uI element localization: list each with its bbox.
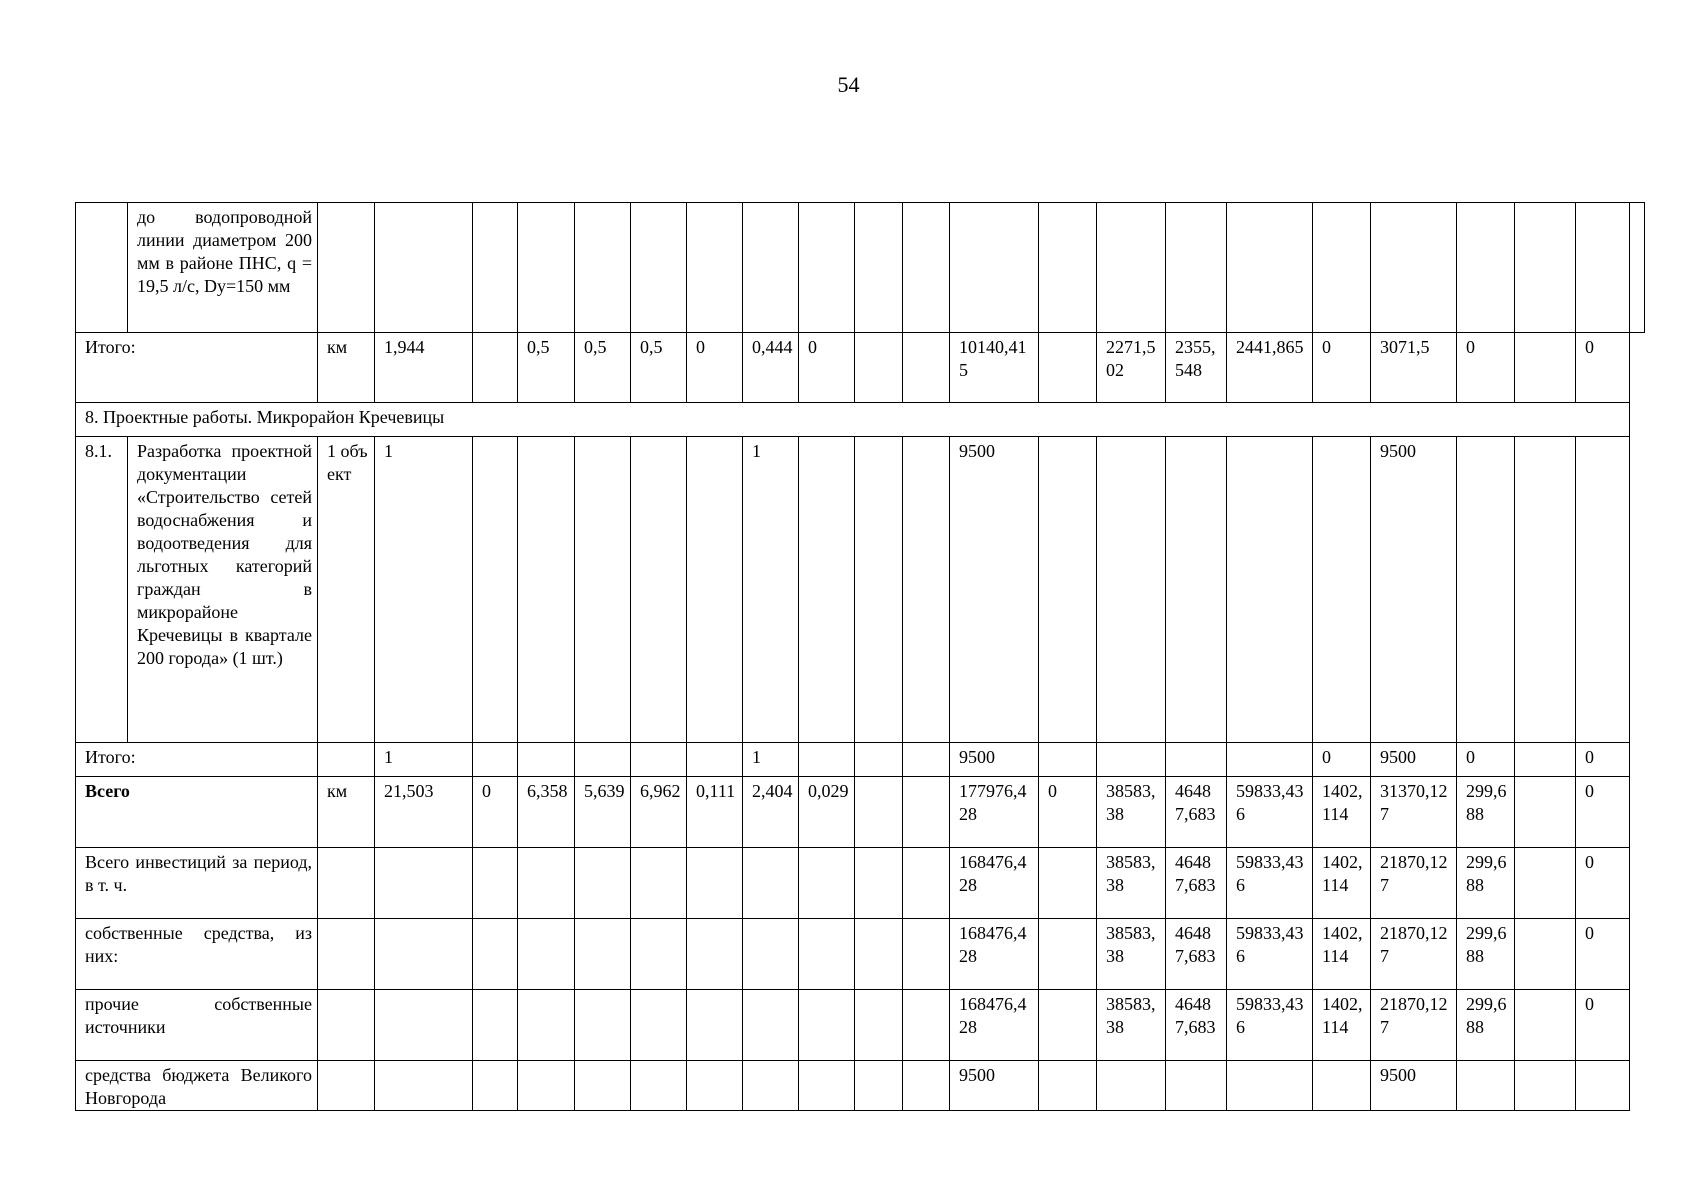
row-name-cell: Итого: bbox=[76, 333, 318, 403]
value-cell: 21870,127 bbox=[1371, 919, 1457, 990]
row-name-cell: до водопроводной линии диаметром 200 мм в районе ПНС, q = 19,5 л/с, Dy=150 мм bbox=[128, 203, 318, 333]
value-cell bbox=[687, 203, 743, 333]
value-cell: 9500 bbox=[1371, 1061, 1457, 1111]
value-cell: 38583,38 bbox=[1097, 990, 1166, 1061]
value-cell bbox=[1515, 333, 1576, 403]
value-cell: 0 bbox=[1313, 333, 1371, 403]
value-cell bbox=[473, 333, 518, 403]
value-cell bbox=[1166, 437, 1227, 743]
value-cell bbox=[518, 919, 575, 990]
table-row bbox=[76, 848, 1645, 919]
value-cell: 1402,114 bbox=[1313, 777, 1371, 848]
value-cell bbox=[1039, 990, 1097, 1061]
value-cell bbox=[799, 203, 855, 333]
value-cell: 0,111 bbox=[687, 777, 743, 848]
value-cell: 38583,38 bbox=[1097, 848, 1166, 919]
table-row bbox=[76, 437, 1645, 743]
value-cell bbox=[1313, 1061, 1371, 1111]
value-cell: 0,444 bbox=[743, 333, 799, 403]
value-cell: 10140,415 bbox=[950, 333, 1039, 403]
value-cell bbox=[1166, 203, 1227, 333]
value-cell: 2271,502 bbox=[1097, 333, 1166, 403]
table-row bbox=[76, 333, 1645, 403]
value-cell: 1402,114 bbox=[1313, 990, 1371, 1061]
value-cell bbox=[375, 1061, 473, 1111]
value-cell bbox=[855, 333, 903, 403]
value-cell bbox=[903, 919, 950, 990]
value-cell: 1 bbox=[743, 743, 799, 777]
value-cell bbox=[518, 437, 575, 743]
value-cell: 46487,683 bbox=[1166, 848, 1227, 919]
value-cell: 299,688 bbox=[1457, 848, 1515, 919]
value-cell: 0 bbox=[1576, 777, 1630, 848]
unit-cell bbox=[318, 919, 375, 990]
value-cell: 0 bbox=[1576, 990, 1630, 1061]
value-cell: 0 bbox=[687, 333, 743, 403]
value-cell bbox=[903, 743, 950, 777]
value-cell: 0 bbox=[473, 777, 518, 848]
value-cell bbox=[1515, 203, 1576, 333]
value-cell: 0,5 bbox=[575, 333, 631, 403]
value-cell: 46487,683 bbox=[1166, 919, 1227, 990]
value-cell bbox=[1515, 848, 1576, 919]
value-cell bbox=[1097, 743, 1166, 777]
value-cell bbox=[903, 437, 950, 743]
value-cell bbox=[1039, 919, 1097, 990]
value-cell bbox=[1166, 743, 1227, 777]
value-cell bbox=[473, 203, 518, 333]
value-cell bbox=[903, 1061, 950, 1111]
value-cell bbox=[575, 919, 631, 990]
table-row bbox=[76, 403, 1645, 437]
value-cell: 0 bbox=[1576, 333, 1630, 403]
table-body bbox=[76, 203, 1645, 1111]
value-cell: 21870,127 bbox=[1371, 848, 1457, 919]
value-cell bbox=[1039, 848, 1097, 919]
value-cell: 0 bbox=[1576, 919, 1630, 990]
table-row bbox=[76, 990, 1645, 1061]
value-cell: 0 bbox=[1313, 743, 1371, 777]
value-cell: 38583,38 bbox=[1097, 777, 1166, 848]
value-cell: 2,404 bbox=[743, 777, 799, 848]
value-cell bbox=[903, 777, 950, 848]
table-row bbox=[76, 1061, 1645, 1111]
value-cell bbox=[903, 848, 950, 919]
value-cell bbox=[855, 1061, 903, 1111]
value-cell: 5,639 bbox=[575, 777, 631, 848]
value-cell bbox=[518, 848, 575, 919]
value-cell bbox=[473, 990, 518, 1061]
value-cell bbox=[1515, 743, 1576, 777]
value-cell: 0 bbox=[799, 333, 855, 403]
value-cell bbox=[687, 743, 743, 777]
page-number: 54 bbox=[837, 72, 860, 97]
value-cell: 9500 bbox=[950, 1061, 1039, 1111]
value-cell: 177976,428 bbox=[950, 777, 1039, 848]
unit-cell bbox=[318, 1061, 375, 1111]
value-cell bbox=[1313, 203, 1371, 333]
table-row bbox=[76, 919, 1645, 990]
value-cell: 2355,548 bbox=[1166, 333, 1227, 403]
value-cell bbox=[799, 848, 855, 919]
value-cell bbox=[473, 1061, 518, 1111]
value-cell: 0 bbox=[1576, 848, 1630, 919]
value-cell bbox=[631, 203, 687, 333]
value-cell bbox=[903, 203, 950, 333]
value-cell bbox=[1039, 743, 1097, 777]
value-cell bbox=[799, 1061, 855, 1111]
value-cell bbox=[1227, 1061, 1313, 1111]
value-cell: 0 bbox=[1457, 333, 1515, 403]
value-cell bbox=[575, 743, 631, 777]
unit-cell bbox=[318, 990, 375, 1061]
value-cell bbox=[687, 990, 743, 1061]
value-cell bbox=[1039, 203, 1097, 333]
value-cell: 299,688 bbox=[1457, 990, 1515, 1061]
value-cell bbox=[687, 848, 743, 919]
unit-cell bbox=[318, 203, 375, 333]
value-cell bbox=[1515, 919, 1576, 990]
value-cell bbox=[1097, 1061, 1166, 1111]
unit-cell: 1 объект bbox=[318, 437, 375, 743]
value-cell bbox=[1039, 1061, 1097, 1111]
value-cell bbox=[743, 990, 799, 1061]
value-cell bbox=[799, 437, 855, 743]
value-cell: 168476,428 bbox=[950, 919, 1039, 990]
value-cell bbox=[855, 848, 903, 919]
unit-cell bbox=[318, 743, 375, 777]
value-cell: 9500 bbox=[1371, 743, 1457, 777]
value-cell: 21870,127 bbox=[1371, 990, 1457, 1061]
value-cell: 0,029 bbox=[799, 777, 855, 848]
value-cell bbox=[743, 919, 799, 990]
value-cell: 1402,114 bbox=[1313, 919, 1371, 990]
value-cell bbox=[1371, 203, 1457, 333]
value-cell bbox=[473, 743, 518, 777]
value-cell: 168476,428 bbox=[950, 848, 1039, 919]
value-cell: 59833,436 bbox=[1227, 848, 1313, 919]
value-cell bbox=[375, 990, 473, 1061]
value-cell bbox=[1227, 743, 1313, 777]
value-cell: 46487,683 bbox=[1166, 777, 1227, 848]
row-name-cell: средства бюджета Великого Новгорода bbox=[76, 1061, 318, 1111]
value-cell bbox=[631, 1061, 687, 1111]
value-cell bbox=[1227, 437, 1313, 743]
value-cell bbox=[1515, 990, 1576, 1061]
value-cell: 1 bbox=[375, 743, 473, 777]
value-cell bbox=[799, 743, 855, 777]
value-cell bbox=[1515, 777, 1576, 848]
value-cell bbox=[687, 1061, 743, 1111]
value-cell: 299,688 bbox=[1457, 777, 1515, 848]
value-cell bbox=[855, 203, 903, 333]
row-number-cell bbox=[76, 203, 128, 333]
value-cell bbox=[375, 203, 473, 333]
value-cell bbox=[1457, 1061, 1515, 1111]
value-cell: 3071,5 bbox=[1371, 333, 1457, 403]
value-cell bbox=[1313, 437, 1371, 743]
value-cell bbox=[855, 990, 903, 1061]
value-cell bbox=[1515, 1061, 1576, 1111]
unit-cell: км bbox=[318, 777, 375, 848]
table-row bbox=[76, 203, 1645, 333]
value-cell bbox=[1166, 1061, 1227, 1111]
value-cell bbox=[631, 919, 687, 990]
value-cell bbox=[743, 203, 799, 333]
row-number-cell: 8.1. bbox=[76, 437, 128, 743]
row-name-cell: Всего инвестиций за период, в т. ч. bbox=[76, 848, 318, 919]
value-cell bbox=[1039, 437, 1097, 743]
value-cell bbox=[473, 437, 518, 743]
value-cell: 21,503 bbox=[375, 777, 473, 848]
row-name-cell: Итого: bbox=[76, 743, 318, 777]
value-cell: 1 bbox=[743, 437, 799, 743]
value-cell: 1 bbox=[375, 437, 473, 743]
value-cell bbox=[1457, 437, 1515, 743]
value-cell: 1,944 bbox=[375, 333, 473, 403]
value-cell bbox=[518, 1061, 575, 1111]
value-cell: 299,688 bbox=[1457, 919, 1515, 990]
value-cell: 0,5 bbox=[518, 333, 575, 403]
section-heading: 8. Проектные работы. Микрорайон Кречевицы bbox=[76, 403, 1630, 437]
value-cell: 9500 bbox=[1371, 437, 1457, 743]
value-cell: 6,962 bbox=[631, 777, 687, 848]
value-cell: 38583,38 bbox=[1097, 919, 1166, 990]
value-cell bbox=[1097, 203, 1166, 333]
value-cell bbox=[575, 848, 631, 919]
value-cell bbox=[575, 1061, 631, 1111]
value-cell bbox=[375, 919, 473, 990]
value-cell: 0 bbox=[1039, 777, 1097, 848]
value-cell: 9500 bbox=[950, 743, 1039, 777]
table-row bbox=[76, 777, 1645, 848]
row-name-cell: собственные средства, из них: bbox=[76, 919, 318, 990]
value-cell bbox=[473, 919, 518, 990]
value-cell bbox=[799, 919, 855, 990]
value-cell: 59833,436 bbox=[1227, 777, 1313, 848]
value-cell bbox=[687, 919, 743, 990]
value-cell bbox=[903, 333, 950, 403]
value-cell bbox=[1576, 1061, 1630, 1111]
value-cell bbox=[518, 743, 575, 777]
row-name-cell: Разработка проектной документации «Строительство сетей водоснабжения и водоотведения для льготных категорий граждан в микрорайоне Кречевицы в квартале 200 города» (1 шт.) bbox=[128, 437, 318, 743]
investment-table bbox=[75, 202, 1645, 1111]
value-cell bbox=[855, 919, 903, 990]
unit-cell: км bbox=[318, 333, 375, 403]
value-cell bbox=[1576, 437, 1630, 743]
table-row bbox=[76, 743, 1645, 777]
value-cell: 9500 bbox=[950, 437, 1039, 743]
value-cell: 0 bbox=[1457, 743, 1515, 777]
value-cell bbox=[855, 437, 903, 743]
value-cell bbox=[1227, 203, 1313, 333]
value-cell bbox=[575, 203, 631, 333]
value-cell: 0 bbox=[1576, 743, 1630, 777]
value-cell bbox=[855, 743, 903, 777]
value-cell bbox=[903, 990, 950, 1061]
value-cell bbox=[575, 990, 631, 1061]
value-cell bbox=[687, 437, 743, 743]
value-cell bbox=[518, 203, 575, 333]
value-cell bbox=[1039, 333, 1097, 403]
value-cell: 59833,436 bbox=[1227, 919, 1313, 990]
value-cell: 46487,683 bbox=[1166, 990, 1227, 1061]
value-cell bbox=[631, 437, 687, 743]
value-cell bbox=[1576, 203, 1630, 333]
value-cell bbox=[950, 203, 1039, 333]
value-cell bbox=[1630, 203, 1645, 333]
row-name-cell: Всего bbox=[76, 777, 318, 848]
row-name-cell: прочие собственные источники bbox=[76, 990, 318, 1061]
value-cell bbox=[1457, 203, 1515, 333]
unit-cell bbox=[318, 848, 375, 919]
value-cell bbox=[743, 1061, 799, 1111]
value-cell bbox=[375, 848, 473, 919]
value-cell: 1402,114 bbox=[1313, 848, 1371, 919]
value-cell: 6,358 bbox=[518, 777, 575, 848]
value-cell bbox=[1097, 437, 1166, 743]
value-cell bbox=[575, 437, 631, 743]
value-cell bbox=[1515, 437, 1576, 743]
value-cell bbox=[473, 848, 518, 919]
value-cell: 31370,127 bbox=[1371, 777, 1457, 848]
value-cell bbox=[631, 990, 687, 1061]
value-cell bbox=[855, 777, 903, 848]
value-cell: 2441,865 bbox=[1227, 333, 1313, 403]
value-cell bbox=[631, 848, 687, 919]
value-cell: 168476,428 bbox=[950, 990, 1039, 1061]
value-cell: 0,5 bbox=[631, 333, 687, 403]
value-cell bbox=[799, 990, 855, 1061]
value-cell bbox=[518, 990, 575, 1061]
value-cell bbox=[631, 743, 687, 777]
value-cell bbox=[743, 848, 799, 919]
value-cell: 59833,436 bbox=[1227, 990, 1313, 1061]
